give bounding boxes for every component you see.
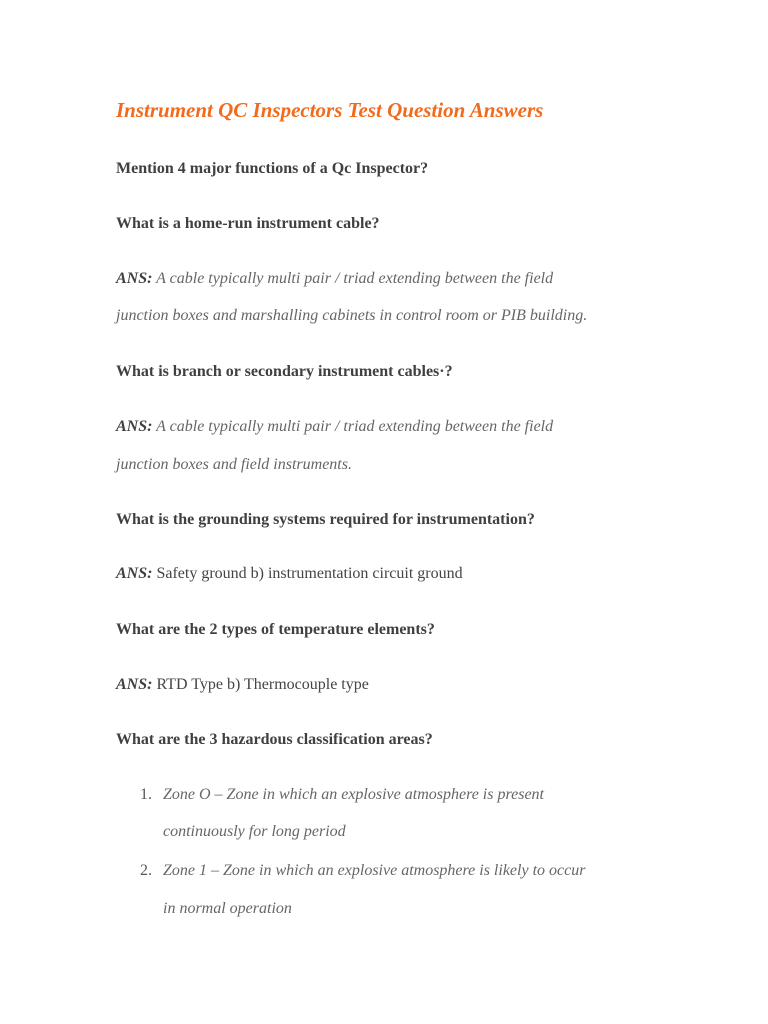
answer-2-line-2 bbox=[116, 307, 587, 325]
question-3: What is branch or secondary instrument cables·? bbox=[116, 363, 453, 380]
question-1: Mention 4 major functions of a Qc Inspector? bbox=[116, 160, 429, 177]
answer-4 bbox=[116, 565, 463, 583]
question-2: What is a home-run instrument cable? bbox=[116, 215, 380, 232]
answer-text: Safety ground b) instrumentation circuit ground bbox=[152, 565, 463, 582]
answer-label: ANS: bbox=[116, 565, 153, 582]
answer-text: A cable typically multi pair / triad extending between the field bbox=[152, 270, 554, 287]
answer-5 bbox=[116, 676, 369, 694]
list-item-number: 1. bbox=[140, 786, 152, 803]
list-item-text: Zone O – Zone in which an explosive atmosphere is present bbox=[163, 786, 544, 803]
answer-label: ANS: bbox=[116, 418, 153, 435]
answer-text: junction boxes and marshalling cabinets in control room or PIB building. bbox=[116, 307, 588, 324]
answer-text: junction boxes and field instruments. bbox=[116, 456, 352, 473]
list-item-number: 2. bbox=[140, 862, 152, 879]
document-title: Instrument QC Inspectors Test Question Answers bbox=[116, 98, 544, 122]
list-item-text: in normal operation bbox=[163, 900, 292, 917]
answer-3-line-2 bbox=[116, 456, 352, 474]
answer-2-line-1 bbox=[116, 270, 553, 288]
question-6: What are the 3 hazardous classification areas? bbox=[116, 731, 433, 748]
question-4: What is the grounding systems required for instrumentation? bbox=[116, 511, 535, 528]
list-item-text: continuously for long period bbox=[163, 823, 346, 840]
list-item-text: Zone 1 – Zone in which an explosive atmosphere is likely to occur bbox=[163, 862, 586, 879]
answer-label: ANS: bbox=[116, 270, 153, 287]
answer-text: RTD Type b) Thermocouple type bbox=[152, 676, 369, 693]
answer-label: ANS: bbox=[116, 676, 153, 693]
answer-3-line-1 bbox=[116, 418, 553, 436]
answer-text: A cable typically multi pair / triad extending between the field bbox=[152, 418, 554, 435]
question-5: What are the 2 types of temperature elements? bbox=[116, 621, 435, 638]
